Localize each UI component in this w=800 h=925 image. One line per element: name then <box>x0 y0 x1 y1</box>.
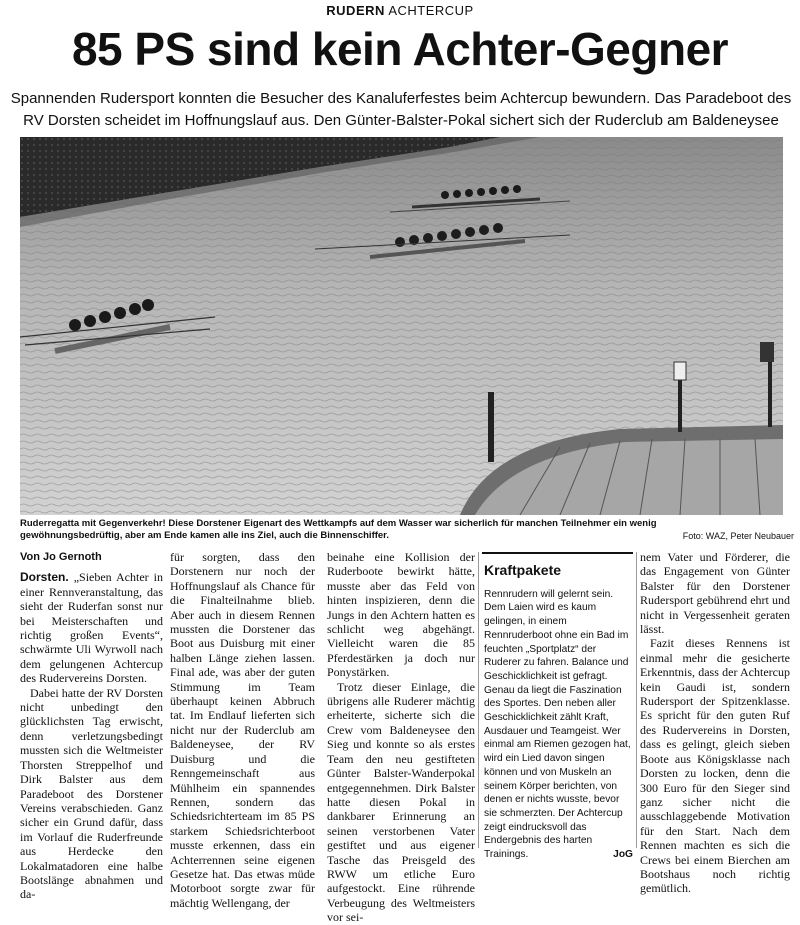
lead-paragraph: Spannenden Rudersport konnten die Besucher des Kanaluferfestes beim Achtercup bewundern. Das Paradeboot des RV Dorsten scheidet im Hoffnungslauf aus. Den Günter-Balster-Pokal sichert sich der Ruderclub am Baldeneysee <box>10 90 792 129</box>
article-column-2 <box>170 550 315 910</box>
article-photo <box>20 137 783 515</box>
dateline: Dorsten. <box>20 570 69 585</box>
column-divider <box>636 552 637 848</box>
article-paragraph: Fazit dieses Rennens ist einmal mehr die gesicherte Erkenntnis, dass der Achtercup kein Gaudi ist, sondern Rudersport der Spitzenklasse. Es spricht für den guten Ruf des Rudervereins in Dorsten, dass es gelingt, gleich sieben Boote aus Königsklasse nach Dorsten zu locken, denn die 300 Euro für den Sieger sind ganz sicher nicht die ausschlaggebende Motivation für den Start. Nach dem Rennen machten es sich die Crews bei einem Bierchen am Bootshaus noch richtig gemütlich. <box>640 636 790 896</box>
section-kicker <box>0 3 800 18</box>
caption-text: Ruderregatta mit Gegenverkehr! Diese Dorstener Eigenart des Wettkampfs auf dem Wasser war sicherlich für manchen Teilnehmer ein wenig gewöhnungsbedrüftig, aber am Ende kamen alle ins Ziel, auch die Binnenschiffer. <box>20 518 657 541</box>
article-paragraph: Dabei hatte der RV Dorsten nicht unbedingt den glücklichsten Tag erwischt, denn verletzungsbedingt mussten sich die Weltmeister Thorsten Streppelhof und Dirk Balster aus dem Paradeboot des Dorstener Vereins verabschieden. Ganz sicher ein Grund dafür, dass im Vorlauf die Ruderfreunde aus Herdecke den Lokalmatadoren eine halbe Bootslänge abnahmen und da- <box>20 685 163 902</box>
sidebar-title: Kraftpakete <box>484 562 562 578</box>
author-byline: Von Jo Gernoth <box>20 551 102 563</box>
article-paragraph <box>20 570 163 685</box>
kicker-section: RUDERN <box>326 3 385 18</box>
article-paragraph: für sorgten, dass den Dorstenern nur noch der Hoffnungslauf als Chance für die Finalteilnahme blieb. Aber auch in diesem Rennen mussten die Dorstener das Boot aus Duisburg mit einer halben Länge ziehen lassen. Final ade, was aber der guten Stimmung im Team überhaupt keinen Abbruch tat. Im Endlauf lieferten sich nicht nur der Ruderclub am Baldeneysee, der RV Duisburg und die Renngemeinschaft aus Mühlheim ein spannendes Rennen, sondern das Schiedsrichterteam im 85 PS starkem Schiedsrichterboot musste erkennen, dass ein Achterrennen seine eigenen Gesetze hat. Das etwas müde Motorboot sorgte zwar für mächtig Wellengang, der <box>170 550 315 910</box>
photo-rowing-boats-and-motor-barge-icon <box>20 137 783 515</box>
article-paragraph: beinahe eine Kollision der Ruderboote bewirkt hätte, musste aber das Feld von hinten inspizieren, denn die Jungs in den Achtern hatten es schlicht weg abgehängt. Vielleicht waren die 85 Pferdestärken ja doch nur Ponystärken. <box>327 550 475 680</box>
sidebar-text: Rennrudern will gelernt sein. Dem Laien wird es kaum gelingen, in einem Rennruderboot ohne ein Bad im feuchten „Sportplatz“ der Ruderer zu fahren. Balance und Geschicklichkeit ist gefragt. Genau da liegt die Faszination des Sportes. Den neben aller Geschicklichkeit zählt Kraft, Ausdauer und Teamgeist. Wer einmal am Riemen gezogen hat, wird ein Lied davon singen können und von Muskeln an seinem Körper berichten, von denen er nichts wusste, bevor sie schmerzten. Der Achtercup zeigt eindrucksvoll das Endergebnis des harten Trainings. <box>484 588 631 861</box>
headline: 85 PS sind kein Achter-Gegner <box>71 23 729 75</box>
column-divider <box>478 552 479 848</box>
kicker-topic: ACHTERCUP <box>388 3 474 18</box>
photo-caption <box>20 518 794 542</box>
sidebar-box <box>482 552 633 861</box>
photo-credit: Foto: WAZ, Peter Neubauer <box>682 531 794 541</box>
article-column-3 <box>327 550 475 925</box>
paragraph-text: „Sieben Achter in einer Rennveranstaltung, das sieht der Ruderfan sonst nur bei Meisterschaften und richtig großen Events“, schwärmte Uli Wyrwoll nach dem gelungenen Achtercup des Rudervereins Dorsten. <box>20 570 163 686</box>
article-column-1 <box>20 550 163 902</box>
sidebar-signature: JoG <box>613 849 633 861</box>
article-paragraph: Trotz dieser Einlage, die übrigens alle Ruderer mächtig erheiterte, sicherte sich die Crew vom Baldeneysee den Sieg und konnte so als erstes Team den neu gestifteten Günter Balster-Wanderpokal entgegennehmen. Dirk Balster hatte diesen Pokal in dankbarer Erinnerung an seinen verstorbenen Vater gestiftet und aus eigener Tasche das Preisgeld des RWW um etliche Euro aufgestockt. Eine rührende Verbeugung des Weltmeisters vor sei- <box>327 679 475 925</box>
article-paragraph: nem Vater und Förderer, die das Engagement von Günter Balster für den Dorstener Rudersport gebührend ehrt und nicht in Vergessenheit geraten lässt. <box>640 550 790 637</box>
article-column-4 <box>640 550 790 896</box>
